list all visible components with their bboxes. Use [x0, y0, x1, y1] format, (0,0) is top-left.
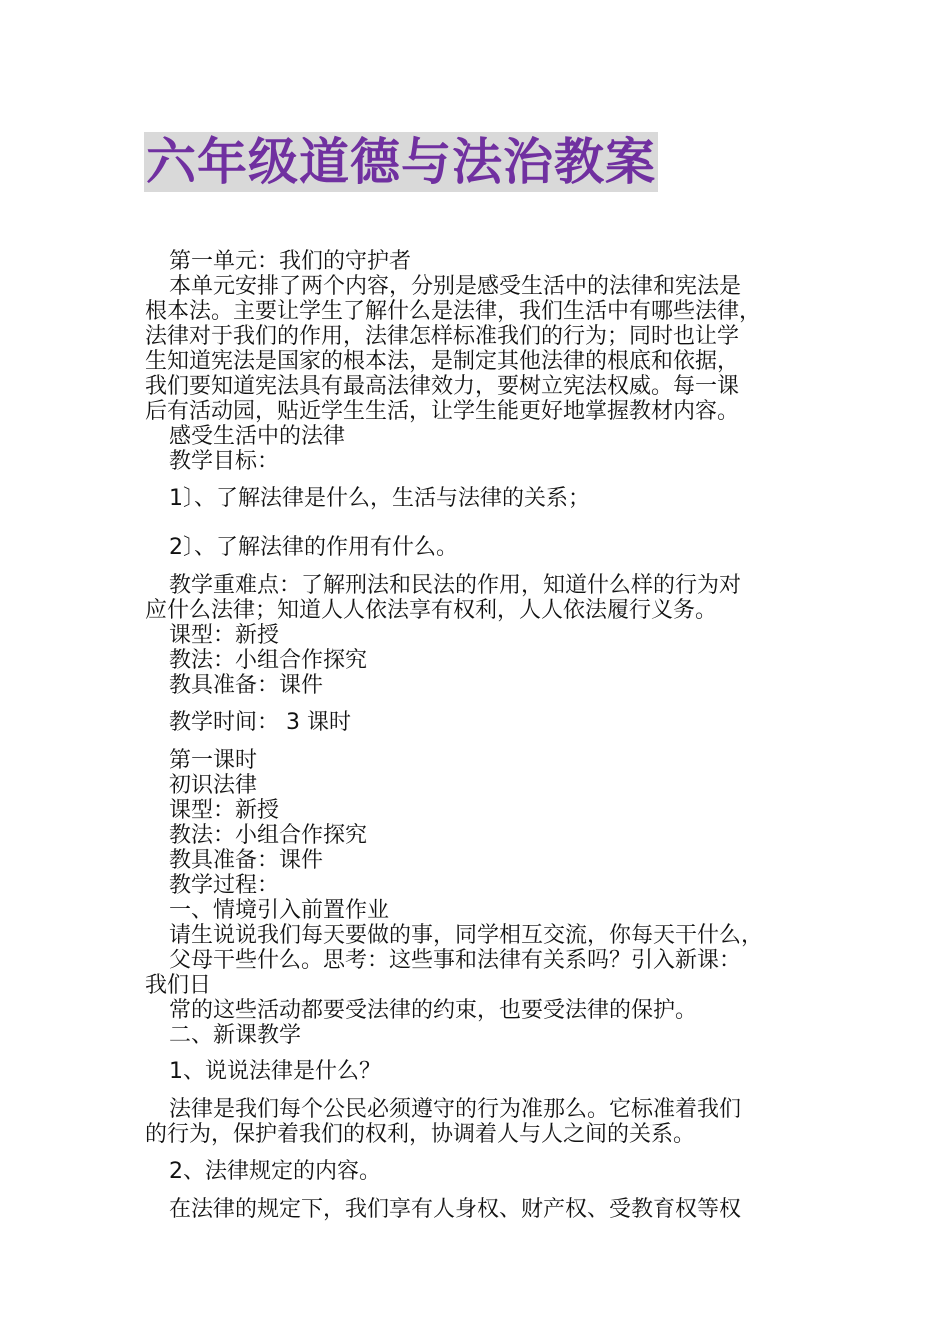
teaching-method: 教法：小组合作探究: [169, 648, 368, 673]
lesson-heading: 感受生活中的法律: [169, 424, 346, 449]
paragraph-line: 请生说说我们每天要做的事，同学相互交流，你每天干什么，: [169, 923, 764, 948]
paragraph-line: 根本法。主要让学生了解什么是法律，我们生活中有哪些法律，: [145, 299, 762, 324]
paragraph-line: 的行为，保护着我们的权利，协调着人与人之间的关系。: [145, 1122, 696, 1147]
paragraph-line: 常的这些活动都要受法律的约束，也要受法律的保护。: [169, 998, 698, 1023]
goals-label: 教学目标：: [169, 449, 280, 474]
lesson-type: 课型：新授: [169, 798, 280, 823]
paragraph-line: 法律对于我们的作用，法律怎样标准我们的行为；同时也让学: [145, 324, 740, 349]
lesson-title: 初识法律: [169, 773, 258, 798]
section-heading: 二、新课教学: [169, 1023, 302, 1048]
paragraph-line: 应什么法律；知道人人依法享有权利，人人依法履行义务。: [145, 598, 718, 623]
paragraph-line: 我们日: [145, 973, 212, 998]
teaching-materials: 教具准备：课件: [169, 673, 324, 698]
paragraph-line: 生知道宪法是国家的根本法，是制定其他法律的根底和依据，: [145, 349, 740, 374]
document-title: 六年级道德与法治教案: [146, 133, 656, 191]
question-item: 1、说说法律是什么？: [169, 1059, 381, 1084]
unit-heading: 第一单元：我们的守护者: [169, 249, 412, 274]
paragraph-line: 在法律的规定下，我们享有人身权、财产权、受教育权等权: [169, 1197, 742, 1222]
paragraph-line: 父母干些什么。思考：这些事和法律有关系吗？引入新课：: [169, 948, 742, 973]
paragraph-line: 我们要知道宪法具有最高法律效力，要树立宪法权威。每一课: [145, 374, 740, 399]
goal-item: 2〕、了解法律的作用有什么。: [169, 535, 458, 560]
teaching-method: 教法：小组合作探究: [169, 823, 368, 848]
paragraph-line: 本单元安排了两个内容，分别是感受生活中的法律和宪法是: [169, 274, 742, 299]
question-item: 2、法律规定的内容。: [169, 1159, 381, 1184]
lesson-type: 课型：新授: [169, 623, 280, 648]
goal-item: 1〕、了解法律是什么，生活与法律的关系；: [169, 486, 590, 511]
process-label: 教学过程：: [169, 873, 280, 898]
teaching-materials: 教具准备：课件: [169, 848, 324, 873]
paragraph-line: 教学重难点：了解刑法和民法的作用，知道什么样的行为对: [169, 573, 742, 598]
lesson-period: 第一课时: [169, 748, 258, 773]
teaching-time: 教学时间： 3 课时: [169, 710, 351, 735]
paragraph-line: 后有活动园，贴近学生生活，让学生能更好地掌握教材内容。: [145, 399, 740, 424]
section-heading: 一、情境引入前置作业: [169, 898, 390, 923]
paragraph-line: 法律是我们每个公民必须遵守的行为准那么。它标准着我们: [169, 1097, 742, 1122]
